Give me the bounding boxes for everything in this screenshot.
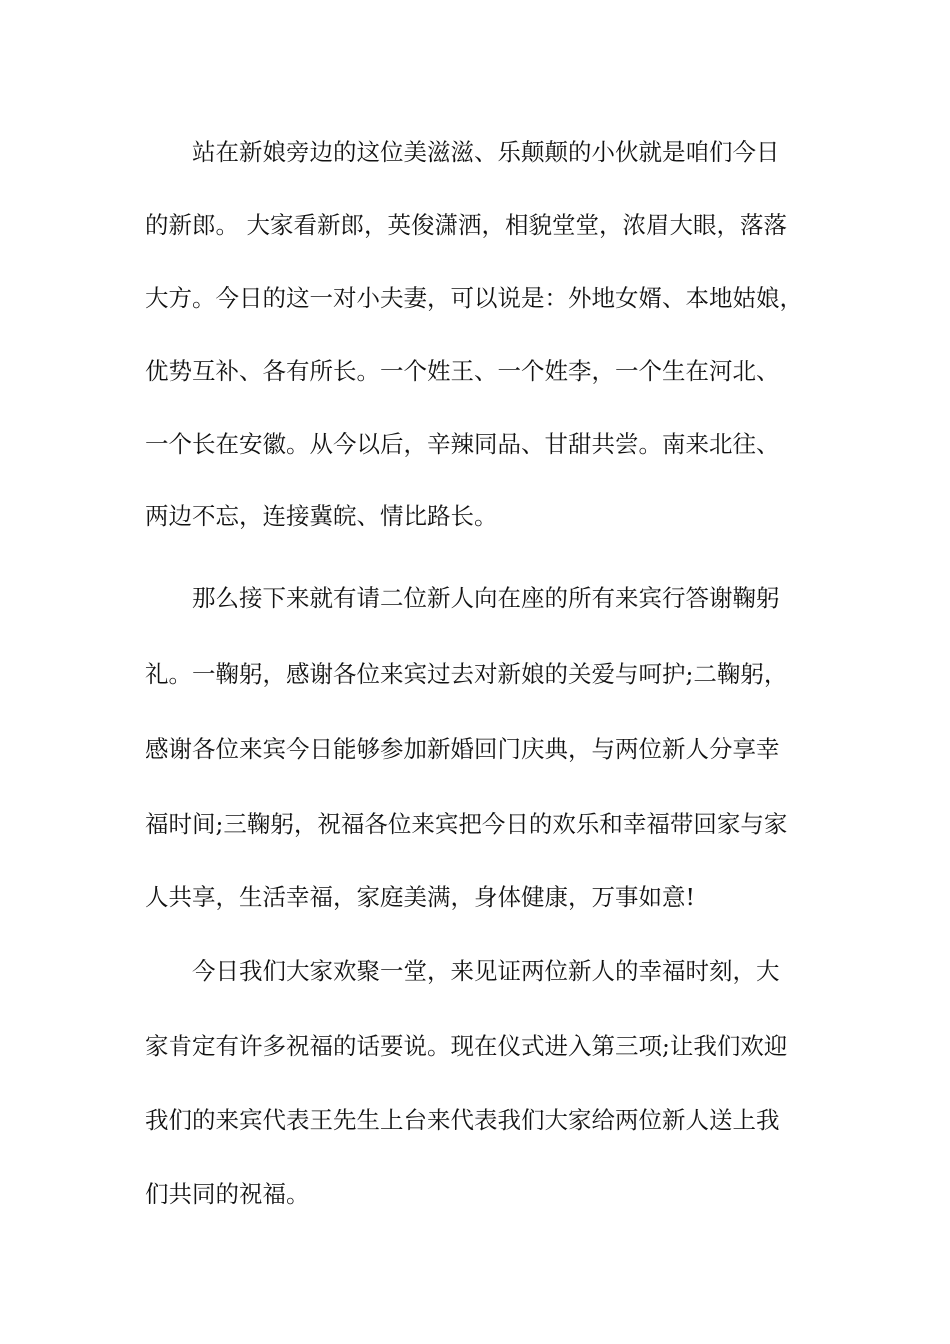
paragraph-2-line-5: 人共享，生活幸福，家庭美满，身体健康，万事如意! (145, 883, 695, 911)
paragraph-1-line-4: 优势互补、各有所长。一个姓王、一个姓李，一个生在河北、 (145, 357, 780, 385)
paragraph-1-line-2: 的新郎。 大家看新郎，英俊潇洒，相貌堂堂，浓眉大眼，落落 (145, 211, 787, 239)
paragraph-2-line-1: 那么接下来就有请二位新人向在座的所有来宾行答谢鞠躬 (192, 584, 780, 612)
paragraph-1-line-5: 一个长在安徽。从今以后，辛辣同品、甘甜共尝。南来北往、 (145, 430, 780, 458)
paragraph-2-line-2: 礼。一鞠躬，感谢各位来宾过去对新娘的关爱与呵护;二鞠躬， (145, 660, 788, 688)
paragraph-3-line-2: 家肯定有许多祝福的话要说。现在仪式进入第三项;让我们欢迎 (145, 1032, 788, 1060)
paragraph-2-line-4: 福时间;三鞠躬，祝福各位来宾把今日的欢乐和幸福带回家与家 (145, 810, 788, 838)
paragraph-1-line-1: 站在新娘旁边的这位美滋滋、乐颠颠的小伙就是咱们今日 (192, 138, 780, 166)
paragraph-2-line-3: 感谢各位来宾今日能够参加新婚回门庆典，与两位新人分享幸 (145, 735, 780, 763)
paragraph-3-line-3: 我们的来宾代表王先生上台来代表我们大家给两位新人送上我 (145, 1106, 780, 1134)
paragraph-3-line-1: 今日我们大家欢聚一堂，来见证两位新人的幸福时刻，大 (192, 957, 780, 985)
paragraph-1-line-6: 两边不忘，连接冀皖、情比路长。 (145, 502, 498, 530)
paragraph-3-line-4: 们共同的祝福。 (145, 1180, 310, 1208)
paragraph-1-line-3: 大方。今日的这一对小夫妻，可以说是：外地女婿、本地姑娘， (145, 284, 803, 312)
